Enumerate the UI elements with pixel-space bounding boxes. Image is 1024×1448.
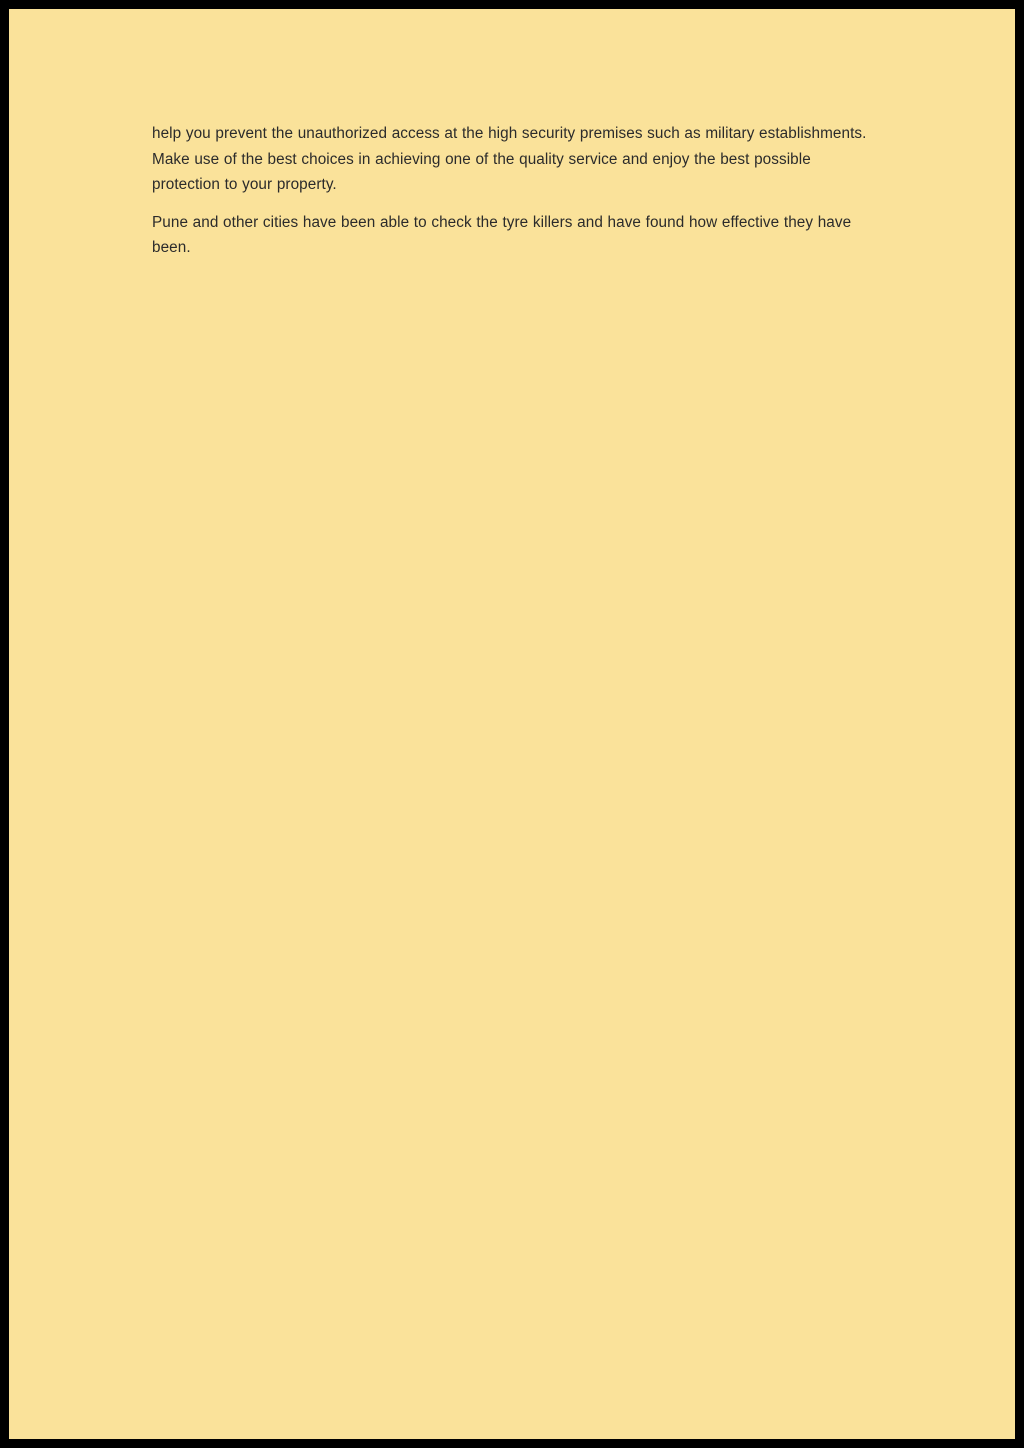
paragraph-2: Pune and other cities have been able to check the tyre killers and have found how effective they have been. xyxy=(152,213,852,256)
paragraph-1: help you prevent the unauthorized access at the high security premises such as military establishments. Make use of the best choices in achieving one of the quality service and enjoy the best possible protection to your property. xyxy=(152,125,867,193)
document-text-block xyxy=(152,121,882,261)
document-page xyxy=(9,9,1015,1439)
